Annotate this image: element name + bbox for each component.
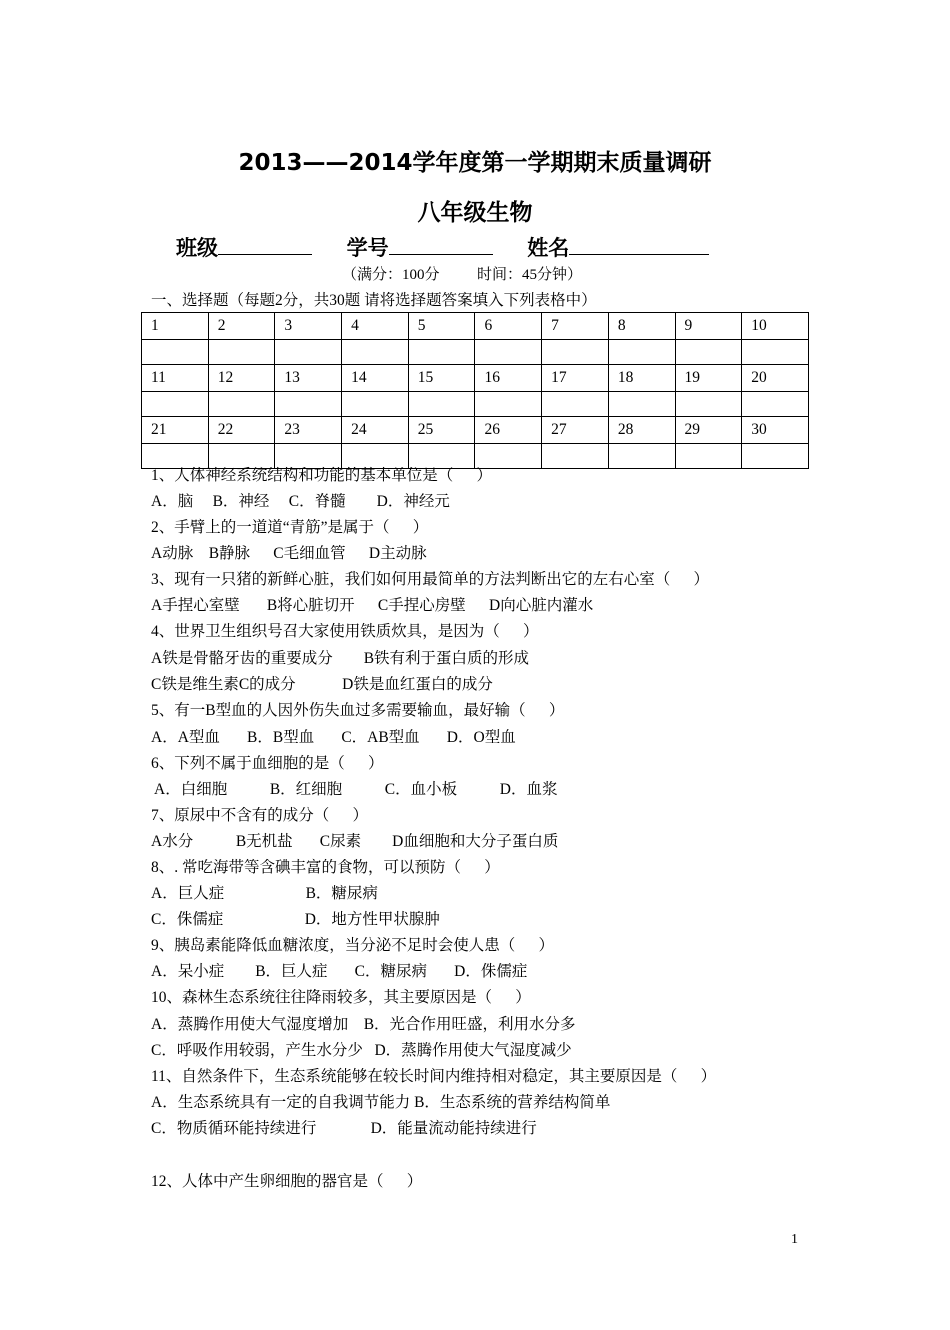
question-number-cell: 4: [342, 313, 409, 340]
question-number-cell: 22: [208, 417, 275, 444]
answer-cell[interactable]: [675, 444, 742, 469]
question-number-cell: 15: [408, 365, 475, 392]
question-number-cell: 5: [408, 313, 475, 340]
answer-cell[interactable]: [208, 392, 275, 417]
answer-cell[interactable]: [608, 392, 675, 417]
question-number-cell: 8: [608, 313, 675, 340]
name-field[interactable]: [569, 232, 709, 255]
name-label: 姓名: [527, 236, 570, 260]
answer-cell[interactable]: [342, 340, 409, 365]
answer-cell[interactable]: [142, 340, 209, 365]
class-label: 班级: [176, 236, 218, 260]
question-11: 11、自然条件下，生态系统能够在较长时间内维持相对稳定，其主要原因是（ ）: [151, 1068, 717, 1085]
question-number-cell: 9: [675, 313, 742, 340]
exam-title: 2013——2014学年度第一学期期末质量调研: [238, 150, 712, 176]
question-number-cell: 27: [542, 417, 609, 444]
question-number-cell: 14: [342, 365, 409, 392]
question-9-options: A．呆小症 B．巨人症 C．糖尿病 D．侏儒症: [151, 963, 528, 980]
class-field[interactable]: [218, 232, 312, 255]
question-4-options-ab: A铁是骨骼牙齿的重要成分 B铁有利于蛋白质的形成: [151, 650, 530, 667]
question-6-options: A．白细胞 B．红细胞 C．血小板 D．血浆: [151, 781, 558, 798]
exam-time: 时间：45分钟）: [477, 267, 583, 283]
question-number-cell: 18: [608, 365, 675, 392]
question-11-options-ab: A．生态系统具有一定的自我调节能力 B．生态系统的营养结构简单: [151, 1094, 611, 1111]
answer-cell[interactable]: [675, 340, 742, 365]
question-number-cell: 13: [275, 365, 342, 392]
answer-cell[interactable]: [275, 392, 342, 417]
page-number: 1: [791, 1232, 798, 1247]
answer-cell[interactable]: [742, 444, 809, 469]
question-2: 2、手臂上的一道道“青筋”是属于（ ）: [151, 519, 429, 536]
question-10-options-ab: A．蒸腾作用使大气湿度增加 B．光合作用旺盛，利用水分多: [151, 1016, 576, 1033]
answer-cell[interactable]: [408, 340, 475, 365]
answer-cell[interactable]: [542, 340, 609, 365]
question-8: 8、. 常吃海带等含碘丰富的食物，可以预防（ ）: [151, 859, 500, 876]
question-number-cell: 24: [342, 417, 409, 444]
question-12: 12、人体中产生卵细胞的器官是（ ）: [151, 1173, 423, 1190]
answer-cell[interactable]: [142, 392, 209, 417]
answer-cell[interactable]: [475, 340, 542, 365]
full-score: （满分：100分: [342, 267, 440, 283]
section-heading: 一、选择题（每题2分，共30题 请将选择题答案填入下列表格中）: [151, 292, 597, 309]
question-number-cell: 21: [142, 417, 209, 444]
question-7-options: A水分 B无机盐 C尿素 D血细胞和大分子蛋白质: [151, 833, 559, 850]
question-2-options: A动脉 B静脉 C毛细血管 D主动脉: [151, 545, 427, 562]
question-11-options-cd: C．物质循环能持续进行 D．能量流动能持续进行: [151, 1120, 537, 1137]
question-9: 9、胰岛素能降低血糖浓度，当分泌不足时会使人患（ ）: [151, 937, 555, 954]
question-number-cell: 7: [542, 313, 609, 340]
question-number-cell: 26: [475, 417, 542, 444]
question-number-cell: 25: [408, 417, 475, 444]
question-number-cell: 11: [142, 365, 209, 392]
student-id-label: 学号: [346, 236, 389, 260]
question-number-cell: 28: [608, 417, 675, 444]
exam-subject: 八年级生物: [417, 200, 533, 226]
question-8-options-cd: C．侏儒症 D．地方性甲状腺肿: [151, 911, 440, 928]
answer-cell[interactable]: [342, 392, 409, 417]
question-1: 1、人体神经系统结构和功能的基本单位是（ ）: [151, 467, 493, 484]
answer-cell[interactable]: [208, 340, 275, 365]
question-4-options-cd: C铁是维生素C的成分 D铁是血红蛋白的成分: [151, 676, 493, 693]
answer-cell[interactable]: [342, 444, 409, 469]
question-number-cell: 2: [208, 313, 275, 340]
student-id-field[interactable]: [389, 232, 493, 255]
question-number-cell: 29: [675, 417, 742, 444]
question-3-options: A手捏心室壁 B将心脏切开 C手捏心房壁 D向心脏内灌水: [151, 597, 594, 614]
question-10-options-cd: C．呼吸作用较弱，产生水分少 D．蒸腾作用使大气湿度减少: [151, 1042, 572, 1059]
question-number-cell: 12: [208, 365, 275, 392]
question-number-cell: 1: [142, 313, 209, 340]
question-7: 7、原尿中不含有的成分（ ）: [151, 807, 369, 824]
answer-cell[interactable]: [475, 444, 542, 469]
question-1-options: A．脑 B．神经 C．脊髓 D．神经元: [151, 493, 450, 510]
student-info: [176, 232, 709, 262]
question-4: 4、世界卫生组织号召大家使用铁质炊具，是因为（ ）: [151, 623, 539, 640]
question-8-options-ab: A．巨人症 B．糖尿病: [151, 885, 378, 902]
question-3: 3、现有一只猪的新鲜心脏，我们如何用最简单的方法判断出它的左右心室（ ）: [151, 571, 710, 588]
question-number-cell: 17: [542, 365, 609, 392]
question-number-cell: 19: [675, 365, 742, 392]
question-number-cell: 23: [275, 417, 342, 444]
question-number-cell: 30: [742, 417, 809, 444]
answer-cell[interactable]: [675, 392, 742, 417]
answer-cell[interactable]: [475, 392, 542, 417]
question-number-cell: 6: [475, 313, 542, 340]
exam-info: [342, 263, 582, 284]
answer-cell[interactable]: [208, 444, 275, 469]
answer-cell[interactable]: [408, 392, 475, 417]
answer-cell[interactable]: [608, 340, 675, 365]
answer-cell[interactable]: [275, 340, 342, 365]
answer-cell[interactable]: [275, 444, 342, 469]
question-5-options: A．A型血 B．B型血 C．AB型血 D．O型血: [151, 729, 516, 746]
answer-cell[interactable]: [742, 340, 809, 365]
question-number-cell: 3: [275, 313, 342, 340]
answer-cell[interactable]: [408, 444, 475, 469]
question-number-cell: 16: [475, 365, 542, 392]
question-6: 6、下列不属于血细胞的是（ ）: [151, 755, 384, 772]
answer-cell[interactable]: [742, 392, 809, 417]
question-number-cell: 20: [742, 365, 809, 392]
question-5: 5、有一B型血的人因外伤失血过多需要输血，最好输（ ）: [151, 702, 565, 719]
answer-cell[interactable]: [542, 392, 609, 417]
answer-cell[interactable]: [542, 444, 609, 469]
question-number-cell: 10: [742, 313, 809, 340]
answer-cell[interactable]: [142, 444, 209, 469]
question-10: 10、森林生态系统往往降雨较多，其主要原因是（ ）: [151, 989, 531, 1006]
answer-cell[interactable]: [608, 444, 675, 469]
answer-table: [141, 312, 809, 469]
